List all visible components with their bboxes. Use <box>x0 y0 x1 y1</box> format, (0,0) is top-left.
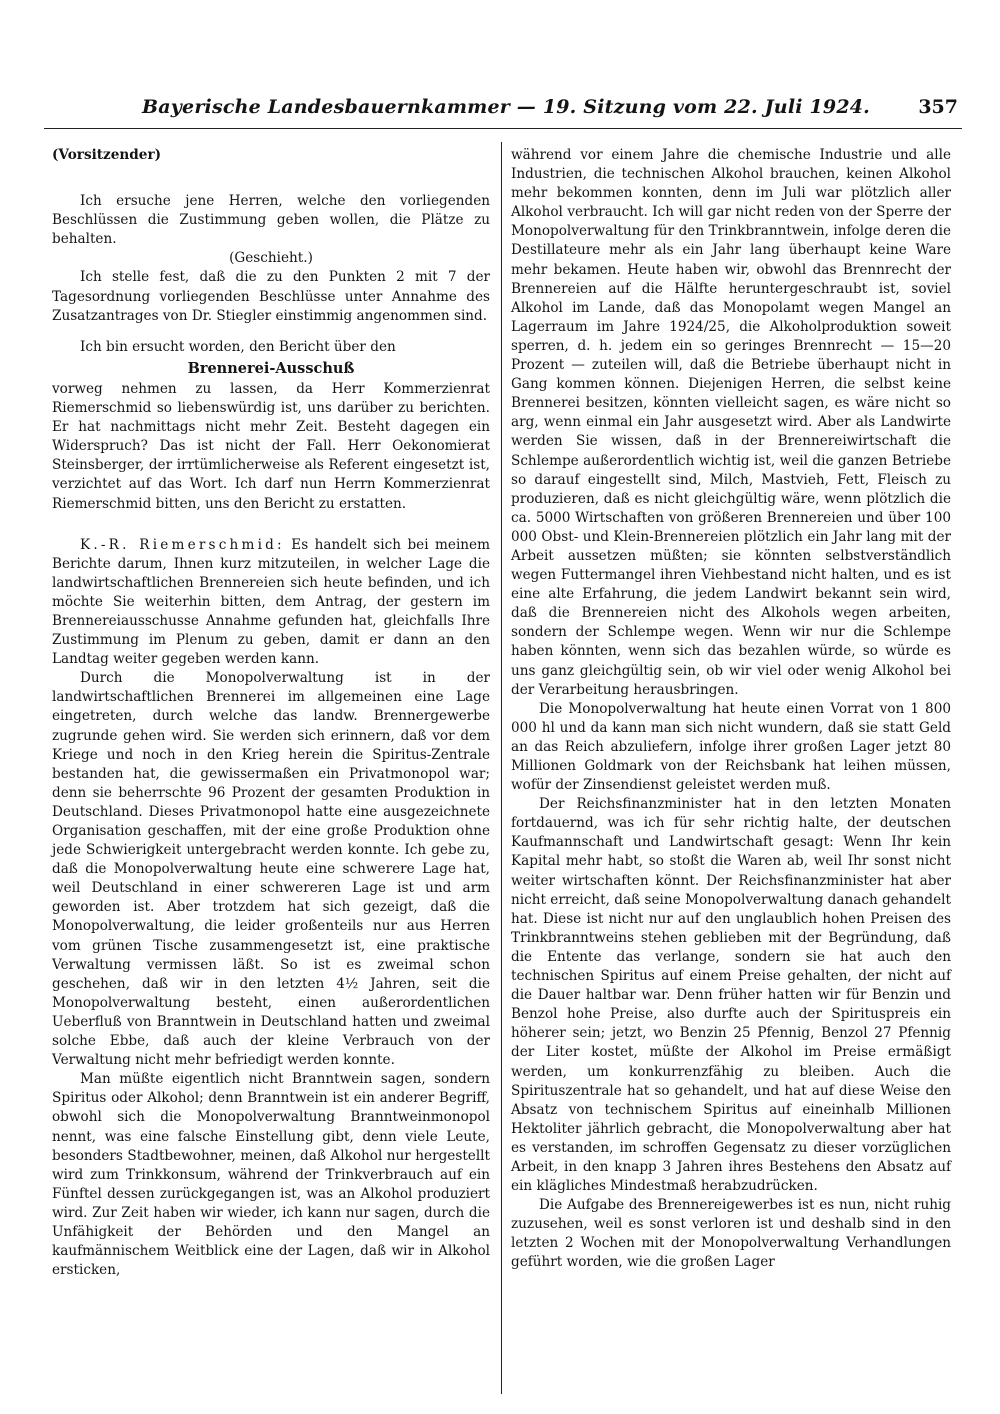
paragraph: Die Monopolverwaltung hat heute einen Vorrat von 1 800 000 hl und da kann man sich nicht wundern, daß sie statt Geld an das Reich abzuliefern, infolge ihrer großen Lager jetzt 80 Millionen Goldmark von der Reichsbank hat leihen müssen, wofür der Zinsendienst geleistet werden muß. <box>511 700 951 794</box>
paragraph: Ich ersuche jene Herren, welche den vorliegenden Beschlüssen die Zustimmung geben wollen, die Plätze zu behalten. <box>52 193 490 248</box>
paragraph: während vor einem Jahre die chemische Industrie und alle Industrien, die technischen Alkohol brauchen, keinen Alkohol mehr bekommen konnten, denn im Juli war plötzlich aller Alkohol verbraucht. Ich will gar nicht reden von der Sperre der Monopolverwaltung für den Trinkbranntwein, infolge deren die Destillateure mehr als ein Jahr lang überhaupt keine Ware mehr bekamen. Heute haben wir, obwohl das Brennrecht der Brennereien auf die Hälfte heruntergeschraubt ist, soviel Alkohol im Lande, daß das Monopolamt wegen Mangel an Lagerraum im Jahre 1924/25, die Alkoholproduktion soweit sperren, d. h. jedem ein so geringes Brennrecht — 15—20 Prozent — zuteilen will, daß die Betriebe überhaupt nicht in Gang kommen können. Diejenigen Herren, die selbst keine Brennerei besitzen, könnten vielleicht sagen, es wäre nicht so arg, wenn einmal ein Jahr ausgesetzt wird. Aber als Landwirte werden Sie wissen, daß in der Brennereiwirtschaft die Schlempe außerordentlich wichtig ist, weil die ganzen Betriebe so darauf eingestellt sind, Milch, Mastvieh, Fett, Fleisch zu produzieren, daß es nicht gleichgültig wäre, wenn plötzlich die ca. 5000 Wirtschaften von größeren Brennereien und über 100 000 Obst- und Klein-Brennereien plötzlich ein Jahr lang mit der Arbeit aussetzen müßten; sie könnten selbstverständlich wegen Futtermangel ihren Viehbestand nicht halten, und es ist eine alte Erfahrung, die jedem Landwirt bekannt sein wird, daß die Brennereien nicht des Alkohols wegen arbeiten, sondern der Schlempe wegen. Wenn wir nur die Schlempe haben könnten, wenn sich das bezahlen würde, so würde es uns ganz gleichgültig sein, ob wir viel oder wenig Alkohol bei der Verarbeitung herausbringen. <box>511 147 951 698</box>
stage-note: (Geschieht.) <box>229 250 313 267</box>
speaker-label-chair: (Vorsitzender) <box>52 147 162 163</box>
header-rule <box>44 128 962 129</box>
paragraph: Man müßte eigentlich nicht Branntwein sagen, sondern Spiritus oder Alkohol; denn Branntwein ist ein anderer Begriff, obwohl sich die Monopolverwaltung Branntweinmonopol nennt, was eine falsche Einstellung gibt, denn viele Leute, besonders Stadtbewohner, meinen, daß Alkohol nur hergestellt wird zum Trinkkonsum, während der Trinkverbrauch auf ein Fünftel dessen zurückgegangen ist, was an Alkohol produziert wird. Zur Zeit haben wir wieder, ich kann nur sagen, durch die Unfähigkeit der Behörden und den Mangel an kaufmännischem Weitblick eine der Lagen, daß wir in Alkohol ersticken, <box>52 1071 490 1279</box>
paragraph: Ich stelle fest, daß die zu den Punkten 2 mit 7 der Tagesordnung vorliegenden Beschlüsse unter Annahme des Zusatzantrages von Dr. Stiegler einstimmig angenommen sind. <box>52 269 490 324</box>
paragraph: Durch die Monopolverwaltung ist in der landwirtschaftlichen Brennerei im allgemeinen eine Lage eingetreten, durch welche das landw. Brennergewerbe zugrunde gehen wird. Sie werden sich erinnern, daß vor dem Kriege und noch in den Krieg herein die Spiritus-Zentrale bestanden hat, die gewissermaßen ein Privatmonopol war; denn sie beherrschte 96 Prozent der gesamten Produktion in Deutschland. Dieses Privatmonopol hatte eine ausgezeichnete Organisation geschaffen, mit der eine große Produktion ohne jede Schwierigkeit untergebracht werden konnte. Ich gebe zu, daß die Monopolverwaltung heute eine schwerere Lage hat, weil Deutschland in einer schwereren Lage ist und arm geworden ist. Aber trotzdem hat sich gezeigt, daß die Monopolverwaltung, die leider großenteils nur aus Herren vom grünen Tische zusammengesetzt ist, eine praktische Verwaltung vermissen läßt. So ist es zweimal schon geschehen, daß wir in den letzten 4½ Jahren, seit die Monopolverwaltung besteht, einen außerordentlichen Ueberfluß von Branntwein in Deutschland hatten und zweimal solche Ebbe, daß auch der kleine Verbrauch von der Verwaltung nicht mehr befriedigt werden konnte. <box>52 670 490 1069</box>
paragraph: Der Reichsfinanzminister hat in den letzten Monaten fortdauernd, was ich für sehr richtig halte, der deutschen Kaufmannschaft und Landwirtschaft gesagt: Wenn Ihr kein Kapital mehr habt, so stoßt die Waren ab, weil Ihr sonst nicht weiter wirtschaften könnt. Der Reichsfinanzminister hat aber nicht erreicht, daß seine Monopolverwaltung danach gehandelt hat. Diese ist nicht nur auf den unglaublich hohen Preisen des Trinkbranntweins stehen geblieben mit der Begründung, daß die Entente das verlange, sondern sie hat auch den technischen Spiritus auf einem Preise gehalten, der nicht auf die Dauer haltbar war. Denn früher hatten wir für Benzin und Benzol hohe Preise, also durfte auch der Spirituspreis ein höherer sein; jetzt, wo Benzin 25 Pfennig, Benzol 27 Pfennig der Liter kostet, müßte der Alkohol im Preise ermäßigt werden, um konkurrenzfähig zu bleiben. Auch die Spirituszentrale hat so gehandelt, und hat auf diese Weise den Absatz von technischem Spiritus auf eineinhalb Millionen Hektoliter jährlich gebracht, die Monopolverwaltung aber hat es verstanden, im schroffen Gegensatz zu dieser vorzüglichen Arbeit, in den knapp 3 Jahren ihres Bestehens den Absatz auf ein klägliches Mindestmaß herabzudrücken. <box>511 796 951 1195</box>
speaker-name: K.-R. Riemerschmid: <box>80 536 285 553</box>
right-column <box>511 146 951 1273</box>
paragraph: Ich bin ersucht worden, den Bericht über den <box>80 338 396 355</box>
paragraph: Die Aufgabe des Brennereigewerbes ist es nun, nicht ruhig zuzusehen, weil es sonst verloren ist und deshalb sind in den letzten 2 Wochen mit der Monopolverwaltung Verhandlungen geführt worden, wie die großen Lager <box>511 1197 951 1271</box>
speaker-text: Es handelt sich bei meinem Berichte darum, Ihnen kurz mitzuteilen, in welcher Lage die landwirtschaftlichen Brennereien sich heute befinden, und ich möchte Sie weiterhin bitten, dem Antrag, der gestern im Brennereiausschusse Annahme gefunden hat, gleichfalls Ihre Zustimmung im Plenum zu geben, damit er dann an den Landtag weiter gegeben werden kann. <box>52 536 490 668</box>
header-title: Bayerische Landesbauernkammer — 19. Sitzung vom 22. Juli 1924. <box>142 96 870 118</box>
speaker-paragraph <box>52 536 490 670</box>
page-number: 357 <box>918 96 958 118</box>
left-column <box>52 146 490 1280</box>
page-header <box>52 96 960 124</box>
column-divider <box>501 142 502 1394</box>
paragraph: vorweg nehmen zu lassen, da Herr Kommerzienrat Riemerschmid so liebenswürdig ist, uns darüber zu berichten. Er hat nachmittags nicht mehr Zeit. Besteht dagegen ein Widerspruch? Das ist nicht der Fall. Herr Oekonomierat Steinsberger, der irrtümlicherweise als Referent eingesetzt ist, verzichtet auf das Wort. Ich darf nun Herrn Kommerzienrat Riemerschmid bitten, uns den Bericht zu erstatten. <box>52 380 490 512</box>
section-heading: Brennerei-Ausschuß <box>187 359 355 377</box>
